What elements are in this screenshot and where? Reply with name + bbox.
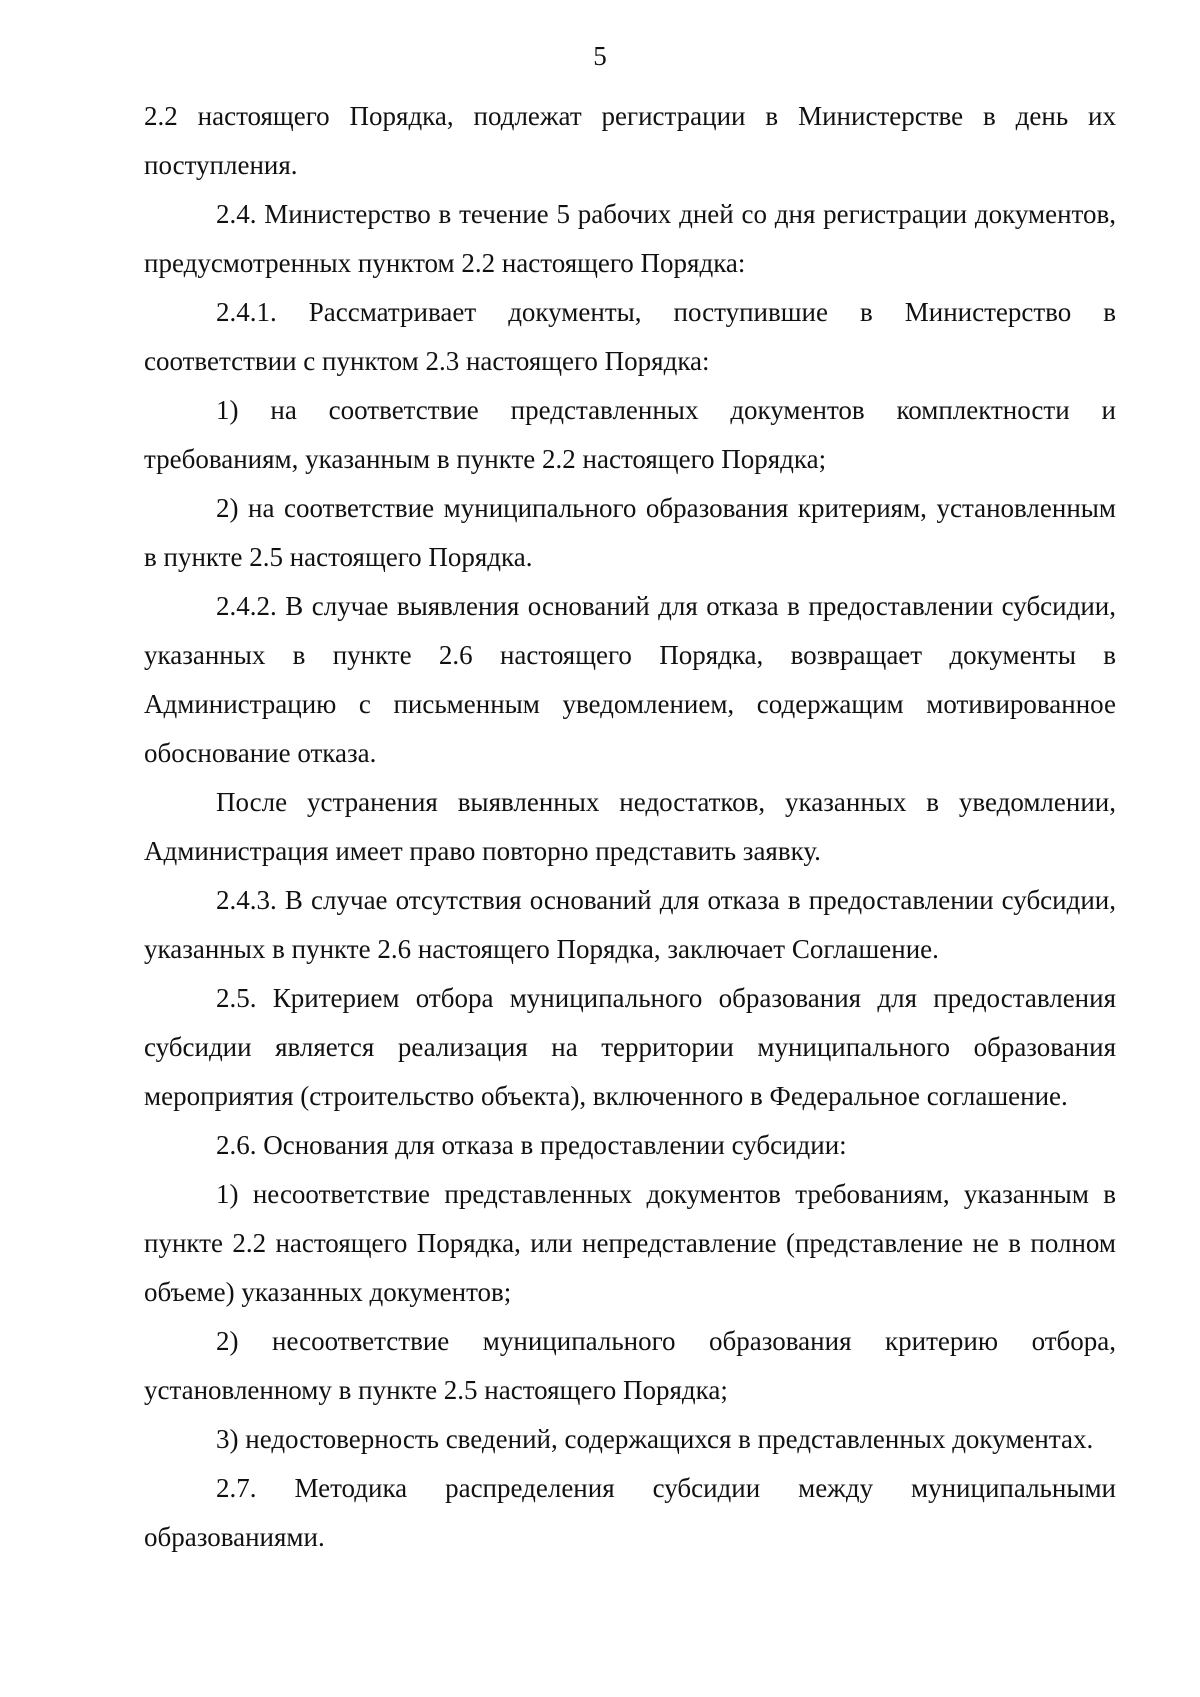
paragraph-2-4-1: 2.4.1. Рассматривает документы, поступившие в Министерство в соответствии с пунктом 2.3 настоящего Порядка:: [144, 297, 1116, 376]
paragraph-resubmission: После устранения выявленных недостатков, указанных в уведомлении, Администрация имеет право повторно представить заявку.: [144, 787, 1116, 866]
document-body: [144, 92, 1116, 1562]
paragraph-2-5: 2.5. Критерием отбора муниципального образования для предоставления субсидии является реализация на территории муниципального образования мероприятия (строительство объекта), включенного в Федеральное соглашение.: [144, 983, 1116, 1111]
paragraph-2-4-2: 2.4.2. В случае выявления оснований для отказа в предоставлении субсидии, указанных в пункте 2.6 настоящего Порядка, возвращает документы в Администрацию с письменным уведомлением, содержащим мотивированное обоснование отказа.: [144, 591, 1116, 768]
paragraph-2-6-item-3: 3) недостоверность сведений, содержащихся в представленных документах.: [216, 1424, 1094, 1454]
paragraph-2-6-item-2: 2) несоответствие муниципального образования критерию отбора, установленному в пункте 2.5 настоящего Порядка;: [144, 1326, 1116, 1405]
paragraph-continuation: 2.2 настоящего Порядка, подлежат регистрации в Министерстве в день их поступления.: [144, 101, 1116, 180]
paragraph-2-6-item-1: 1) несоответствие представленных документов требованиям, указанным в пункте 2.2 настоящего Порядка, или непредставление (представление не в полном объеме) указанных документов;: [144, 1179, 1116, 1307]
paragraph-2-4-3: 2.4.3. В случае отсутствия оснований для отказа в предоставлении субсидии, указанных в пункте 2.6 настоящего Порядка, заключает Соглашение.: [144, 885, 1116, 964]
paragraph-2-7: 2.7. Методика распределения субсидии между муниципальными образованиями.: [144, 1473, 1116, 1552]
paragraph-2-4: 2.4. Министерство в течение 5 рабочих дней со дня регистрации документов, предусмотренных пунктом 2.2 настоящего Порядка:: [144, 199, 1116, 278]
page-number: 5: [593, 41, 607, 71]
paragraph-2-4-1-item-1: 1) на соответствие представленных документов комплектности и требованиям, указанным в пункте 2.2 настоящего Порядка;: [144, 395, 1116, 474]
paragraph-2-6: 2.6. Основания для отказа в предоставлении субсидии:: [216, 1130, 847, 1160]
paragraph-2-4-1-item-2: 2) на соответствие муниципального образования критериям, установленным в пункте 2.5 настоящего Порядка.: [144, 493, 1116, 572]
